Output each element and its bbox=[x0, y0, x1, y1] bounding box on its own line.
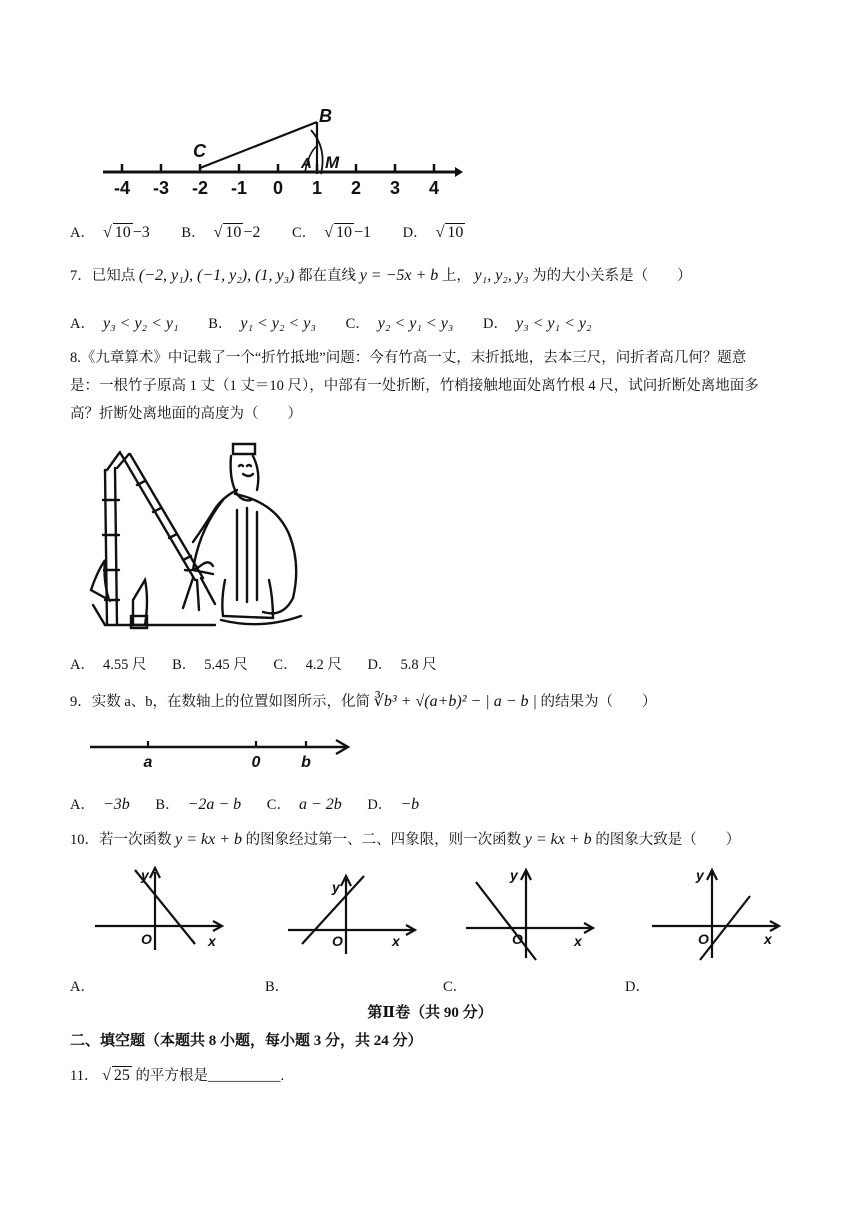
q9-stem: 9．实数 a、b，在数轴上的位置如图所示，化简 ∛b³ + √(a+b)² − | a − b | 的结果为（ ） bbox=[70, 693, 657, 710]
graph-option-a[interactable] bbox=[95, 862, 225, 954]
q9-option-c[interactable]: C． a − 2b bbox=[266, 796, 342, 813]
q7-options bbox=[70, 312, 618, 333]
graph-label-b: B． bbox=[265, 979, 290, 995]
q7-points: (−2, y₁), (−1, y₂), (1, y₃) bbox=[138, 267, 295, 284]
q6-option-a[interactable]: A． √ 10 −3 bbox=[70, 224, 150, 241]
q10-stem: 10．若一次函数 y = kx + b 的图象经过第一、二、四象限，则一次函数 y = kx + b 的图象大致是（ ） bbox=[70, 831, 741, 848]
number-line-figure-q9 bbox=[88, 735, 358, 775]
q8-option-c[interactable]: C． 4.2 尺 bbox=[273, 657, 342, 673]
q7-option-c[interactable]: C． y₂ < y₁ < y₃ bbox=[345, 315, 454, 332]
q6-option-b[interactable]: B． √ 10 −2 bbox=[181, 224, 261, 241]
q7-equation: y = −5x + b bbox=[359, 267, 439, 284]
graph-option-d[interactable] bbox=[652, 862, 782, 962]
q8-options bbox=[70, 653, 463, 674]
graph-label-c: C． bbox=[443, 979, 468, 995]
q8-line-2: 是：一根竹子原高 1 丈（1 丈＝10 尺），中部有一处折断，竹梢接触地面处离竹根 4 尺，试问折断处离地面多 bbox=[70, 378, 759, 394]
q7-stem: 7．已知点 (−2, y₁), (−1, y₂), (1, y₃) 都在直线 y = −5x + b 上， y₁, y₂, y₃ 为的大小关系是（ ） bbox=[70, 267, 692, 284]
point-label-b: B bbox=[319, 106, 332, 126]
origin-label: O bbox=[141, 931, 152, 947]
graph-label-a: A． bbox=[70, 979, 95, 995]
y-axis-label: y bbox=[696, 867, 704, 883]
q10-equation-1: y = kx + b bbox=[175, 831, 243, 848]
q6-options bbox=[70, 221, 491, 242]
q7-option-b[interactable]: B． y₁ < y₂ < y₃ bbox=[208, 315, 316, 332]
x-axis-label: x bbox=[764, 931, 772, 947]
q9-option-d[interactable]: D． −b bbox=[367, 796, 420, 813]
q8-option-b[interactable]: B． 5.45 尺 bbox=[172, 657, 248, 673]
x-axis-label: x bbox=[574, 933, 582, 949]
tick-label: -1 bbox=[230, 178, 248, 198]
q9-expression: ∛b³ + √(a+b)² − | a − b | bbox=[373, 693, 537, 710]
q11-answer-blank[interactable]: __________. bbox=[208, 1068, 285, 1084]
y-axis-label: y bbox=[332, 879, 340, 895]
section-heading: 二、填空题（本题共 8 小题，每小题 3 分，共 24 分） bbox=[70, 1033, 423, 1049]
tick-label: 3 bbox=[389, 178, 401, 198]
q7-vars: y₁, y₂, y₃ bbox=[474, 267, 529, 284]
point-label-m: M bbox=[325, 153, 340, 172]
y-axis-label: y bbox=[510, 867, 518, 883]
point-label-a: A bbox=[301, 155, 312, 172]
q9-option-b[interactable]: B． −2a − b bbox=[155, 796, 242, 813]
q8-option-a[interactable]: A． 4.55 尺 bbox=[70, 657, 147, 673]
section-title: 第Ⅱ卷（共 90 分） bbox=[367, 1005, 493, 1021]
graph-option-c[interactable] bbox=[466, 862, 596, 962]
tick-label: 1 bbox=[311, 178, 323, 198]
origin-label: O bbox=[698, 931, 709, 947]
q7-option-a[interactable]: A． y₃ < y₂ < y₁ bbox=[70, 315, 179, 332]
q10-equation-2: y = kx + b bbox=[524, 831, 592, 848]
q8-line-1: 8.《九章算术》中记载了一个“折竹抵地”问题：今有竹高一丈，末折抵地，去本三尺，问折者高几何？题意 bbox=[70, 350, 747, 366]
q6-option-c[interactable]: C． √ 10 −1 bbox=[292, 224, 372, 241]
q9-options bbox=[70, 793, 445, 814]
q7-option-d[interactable]: D． y₃ < y₁ < y₂ bbox=[482, 315, 592, 332]
tick-label: -2 bbox=[191, 178, 209, 198]
number-line-figure-q6 bbox=[95, 100, 465, 200]
q6-option-d[interactable]: D． √ 10 bbox=[402, 224, 464, 241]
y-axis-label: y bbox=[141, 867, 149, 883]
q8-option-d[interactable]: D． 5.8 尺 bbox=[367, 657, 437, 673]
q11-stem: 11． √ 25 的平方根是__________. bbox=[70, 1067, 285, 1084]
axis-label-zero: 0 bbox=[251, 754, 261, 771]
graph-label-d: D． bbox=[625, 979, 650, 995]
tick-label: 0 bbox=[272, 178, 284, 198]
tick-label: 4 bbox=[428, 178, 440, 198]
q11-radicand: 25 bbox=[113, 1067, 130, 1084]
x-axis-label: x bbox=[208, 933, 216, 949]
point-label-c: C bbox=[193, 141, 206, 161]
tick-label: -4 bbox=[113, 178, 131, 198]
tick-label: 2 bbox=[350, 178, 362, 198]
q9-option-a[interactable]: A． −3b bbox=[70, 796, 130, 813]
axis-label-a: a bbox=[143, 754, 153, 771]
origin-label: O bbox=[332, 933, 343, 949]
q8-line-3: 高？折断处离地面的高度为（ ） bbox=[70, 406, 302, 422]
bamboo-scholar-illustration bbox=[85, 430, 305, 635]
graph-option-b[interactable] bbox=[288, 872, 418, 956]
tick-label: -3 bbox=[152, 178, 170, 198]
x-axis-label: x bbox=[392, 933, 400, 949]
axis-label-b: b bbox=[301, 754, 311, 771]
origin-label: O bbox=[512, 931, 523, 947]
